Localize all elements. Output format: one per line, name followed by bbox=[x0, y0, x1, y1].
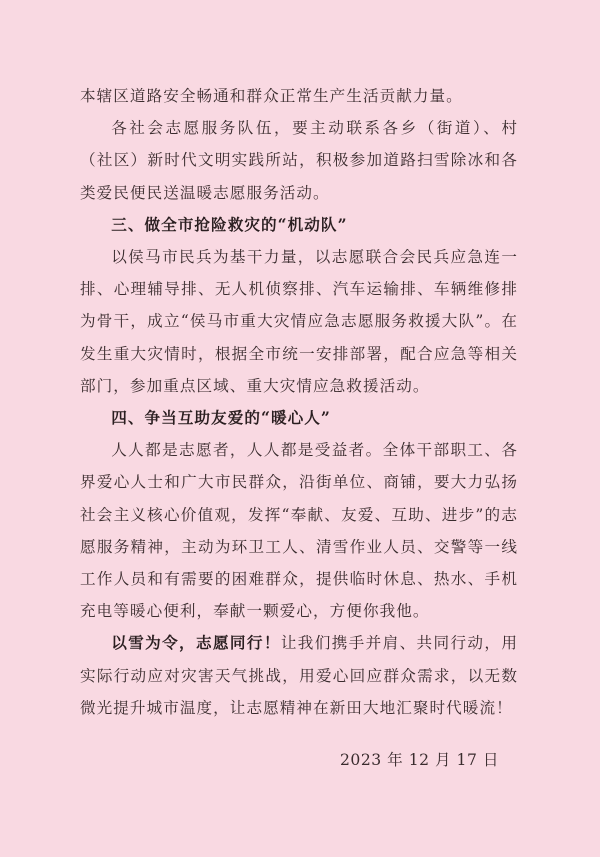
paragraph-volunteer-teams: 各社会志愿服务队伍，要主动联系各乡（街道）、村（社区）新时代文明实践所站，积极参加道路扫雪除冰和各类爱民便民送温暖志愿服务活动。 bbox=[80, 119, 518, 202]
document-date: 2023 年 12 月 17 日 bbox=[340, 751, 499, 769]
paragraph-closing bbox=[80, 627, 518, 724]
section-heading-3: 三、做全市抢险救灾的“机动队” bbox=[111, 214, 348, 234]
paragraph-warm-hearted: 人人都是志愿者，人人都是受益者。全体干部职工、各界爱心人士和广大市民群众，沿街单位、商铺，要大力弘扬社会主义核心价值观，发挥“奉献、友爱、互助、进步”的志愿服务精神，主动为环卫工人、清雪作业人员、交警等一线工作人员和有需要的困难群众，提供临时休息、热水、手机充电等暖心便利，奉献一颗爱心，方便你我他。 bbox=[80, 441, 518, 621]
section-heading-4: 四、争当互助友爱的“暖心人” bbox=[111, 408, 331, 428]
closing-slogan: 以雪为令，志愿同行！ bbox=[111, 633, 281, 653]
closing-text: 让我们携手并肩、共同行动，用实际行动应对灾害天气挑战，用爱心回应群众需求，以无数微光提升城市温度，让志愿精神在新田大地汇聚时代暖流！ bbox=[80, 634, 518, 717]
paragraph-emergency-team: 以侯马市民兵为基干力量，以志愿联合会民兵应急连一排、心理辅导排、无人机侦察排、汽车运输排、车辆维修排为骨干，成立“侯马市重大灾情应急志愿服务救援大队”。在发生重大灾情时，根据全市统一安排部署，配合应急等相关部门，参加重点区域、重大灾情应急救援活动。 bbox=[80, 248, 518, 395]
paragraph-continuation: 本辖区道路安全畅通和群众正常生产生活贡献力量。 bbox=[80, 87, 463, 105]
